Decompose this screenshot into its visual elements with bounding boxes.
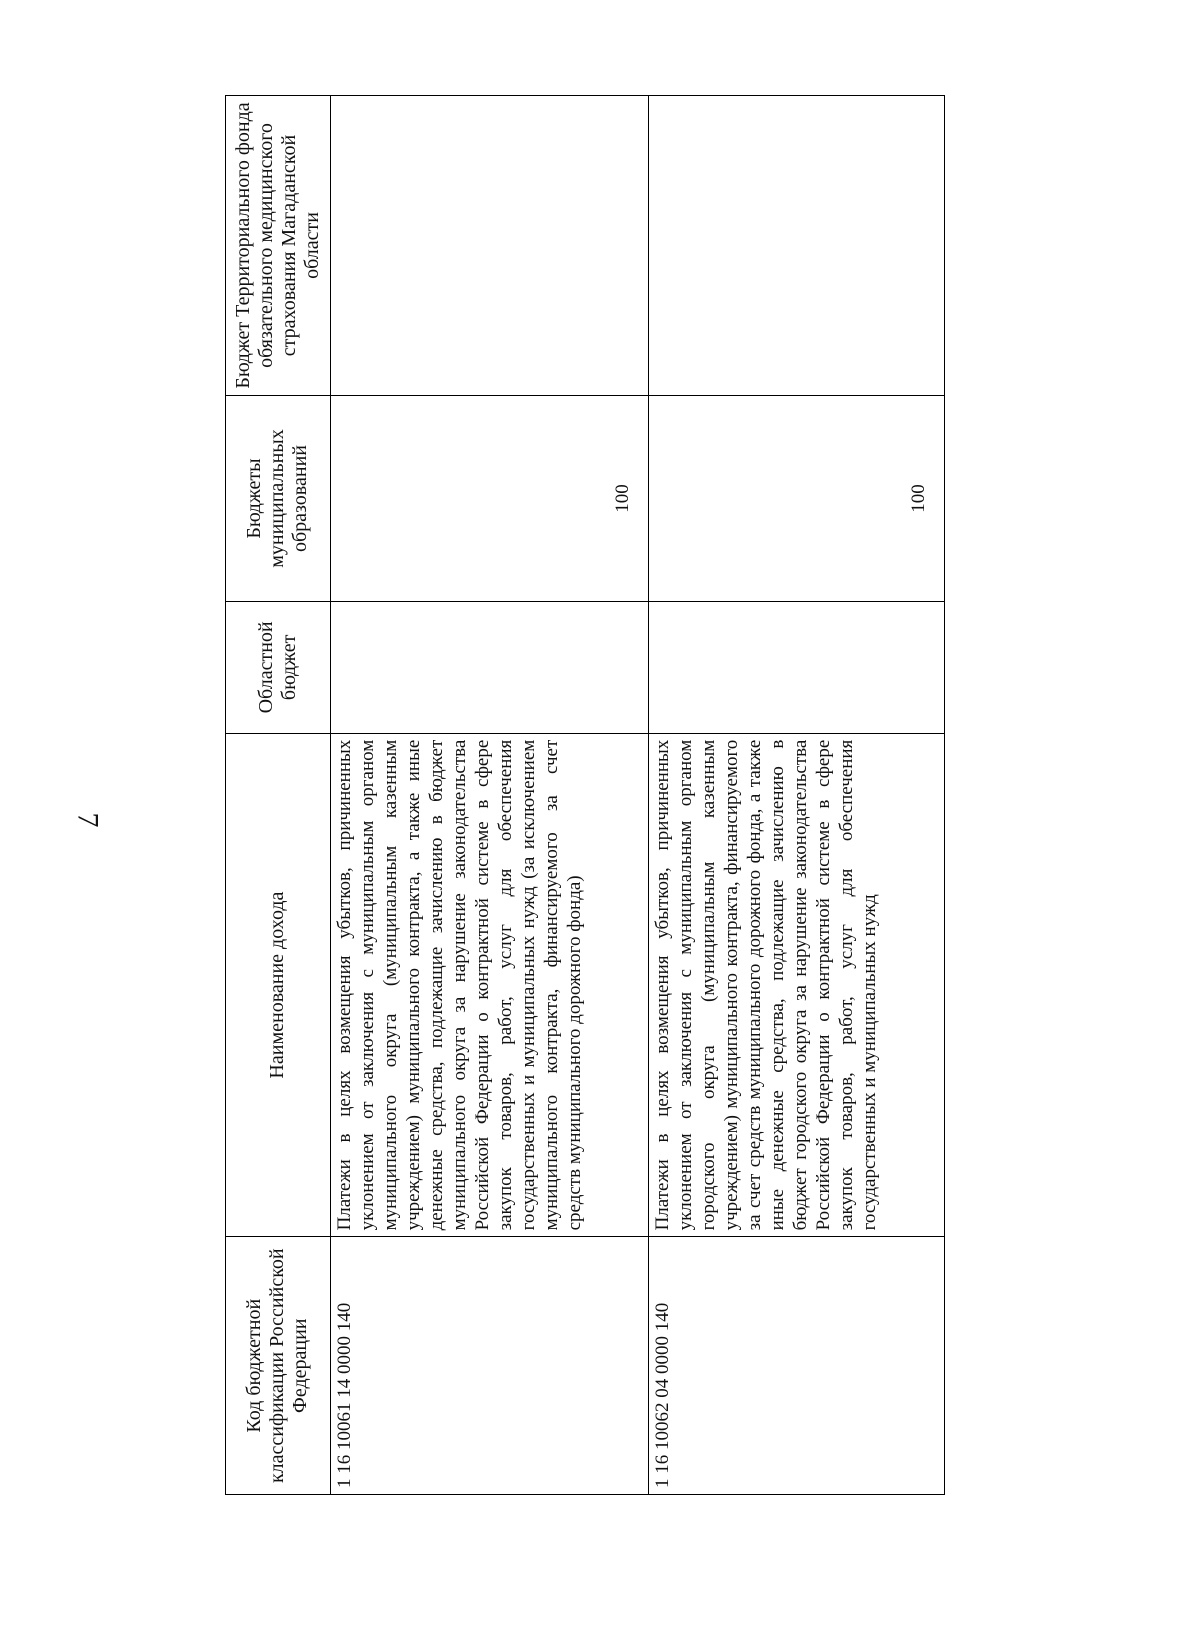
table-row [330,96,649,1495]
cell-code: 1 16 10061 14 0000 140 [330,1237,649,1495]
cell-revenue-name: Платежи в целях возмещения убытков, причиненных уклонением от заключения с муниципальным органом муниципального округа (муниципальным казенным учреждением) муниципального контракта, а также иные денежные средства, подлежащие зачислению в бюджет муниципального округа за нарушение законодательства Российской Федерации о контрактной системе в сфере закупок товаров, работ, услуг для обеспечения государственных и муниципальных нужд (за исключением муниципального контракта, финансируемого за счет средств муниципального дорожного фонда) [330,733,649,1237]
cell-code: 1 16 10062 04 0000 140 [649,1237,945,1495]
header-regional-budget: Областной бюджет [226,602,331,734]
cell-tfoms [330,96,649,396]
table-row [649,96,945,1495]
cell-municipal: 100 [649,395,945,601]
budget-revenue-table [225,95,945,1495]
header-code: Код бюджетной классификации Российской Федерации [226,1237,331,1495]
header-tfoms-budget: Бюджет Территориального фонда обязательного медицинского страхования Магаданской области [226,96,331,396]
cell-tfoms [649,96,945,396]
page-number: 7 [71,812,105,828]
cell-regional [649,602,945,734]
cell-revenue-name: Платежи в целях возмещения убытков, причиненных уклонением от заключения с муниципальным органом городского округа (муниципальным казенным учреждением) муниципального контракта, финансируемого за счет средств муниципального дорожного фонда, а также иные денежные средства, подлежащие зачислению в бюджет городского округа за нарушение законодательства Российской Федерации о контрактной системе в сфере закупок товаров, работ, услуг для обеспечения государственных и муниципальных нужд [649,733,945,1237]
header-municipal-budgets: Бюджеты муниципальных образований [226,395,331,601]
table-header-row [226,96,331,1495]
header-revenue-name: Наименование дохода [226,733,331,1237]
rotated-table-container [225,95,945,1495]
cell-municipal: 100 [330,395,649,601]
cell-regional [330,602,649,734]
